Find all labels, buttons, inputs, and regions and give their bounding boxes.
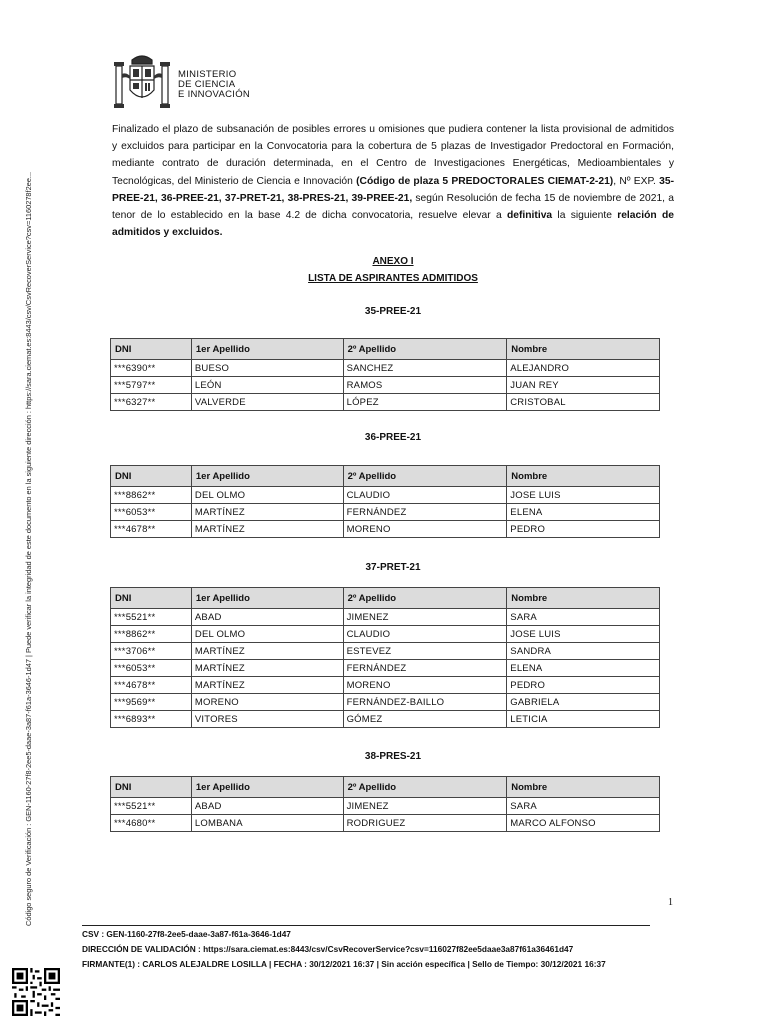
table-row [111,626,660,643]
column-header: DNI [111,588,192,609]
table-cell: SARA [507,609,660,626]
table-cell: ABAD [191,798,343,815]
footer-divider [82,925,650,926]
page-number: 1 [668,897,673,908]
table-row [111,394,660,411]
ministry-name-line1: MINISTERIO [178,69,237,80]
column-header: Nombre [507,588,660,609]
group-code: 35-PREE-21 [364,306,422,317]
table-header-row [111,777,660,798]
table-row [111,798,660,815]
table-cell: CRISTOBAL [507,394,660,411]
table-cell: JOSE LUIS [507,626,660,643]
table-cell: JOSE LUIS [507,487,660,504]
table-cell: ***5521** [111,798,192,815]
table-cell: DEL OLMO [191,626,343,643]
table-cell: GABRIELA [507,694,660,711]
table-cell: ELENA [507,660,660,677]
admitted-table [110,338,660,411]
table-cell: ***8862** [111,487,192,504]
group-code: 38-PRES-21 [364,751,422,762]
table-cell: MARTÍNEZ [191,660,343,677]
table-cell: ***4678** [111,677,192,694]
table-cell: ***4680** [111,815,192,832]
table-cell: SANDRA [507,643,660,660]
table-header-row [111,588,660,609]
group-code: 36-PREE-21 [364,432,422,443]
table-cell: ***6390** [111,360,192,377]
column-header: 1er Apellido [191,588,343,609]
table-cell: MARCO ALFONSO [507,815,660,832]
table-row [111,660,660,677]
table-cell: MORENO [343,521,507,538]
table-cell: ***6327** [111,394,192,411]
table-cell: ***5797** [111,377,192,394]
table-cell: ***6053** [111,660,192,677]
table-cell: ***4678** [111,521,192,538]
table-cell: LÓPEZ [343,394,507,411]
table-cell: DEL OLMO [191,487,343,504]
table-cell: MARTÍNEZ [191,677,343,694]
table-cell: CLAUDIO [343,487,507,504]
footer-validation-url: DIRECCIÓN DE VALIDACIÓN : https://sara.ciemat.es:8443/csv/CsvRecoverService?csv=116027f82ee5daae3a87f61a36461d47 [82,944,574,954]
table-row [111,360,660,377]
table-cell: LOMBANA [191,815,343,832]
table-cell: ***6893** [111,711,192,728]
table-row [111,643,660,660]
table-cell: SANCHEZ [343,360,507,377]
annex-subtitle: LISTA DE ASPIRANTES ADMITIDOS [308,273,478,284]
admitted-table [110,587,660,728]
table-cell: ALEJANDRO [507,360,660,377]
table-cell: ELENA [507,504,660,521]
table-cell: MORENO [191,694,343,711]
table-cell: PEDRO [507,677,660,694]
intro-paragraph: Finalizado el plazo de subsanación de posibles errores u omisiones que pudiera contener la lista provisional de admitidos y excluidos para participar en la Convocatoria para la cobertura de 5 plazas de Investigador Predoctoral en Formación, mediante contrato de duración determinada, en el Centro de Investigaciones Energéticas, Medioambientales y Tecnológicas, del Ministerio de Ciencia e Innovación (Código de plaza 5 PREDOCTORALES CIEMAT-2-21), Nº EXP. 35-PREE-21, 36-PREE-21, 37-PRET-21, 38-PRES-21, 39-PREE-21, según Resolución de fecha 15 de noviembre de 2021, a tenor de lo establecido en la base 4.2 de dicha convocatoria, resuelve elevar a definitiva la siguiente relación de admitidos y excluidos. [112,124,675,239]
column-header: 2º Apellido [343,339,507,360]
ministry-name-line2: DE CIENCIA [178,79,236,90]
table-cell: GÓMEZ [343,711,507,728]
table-cell: BUESO [191,360,343,377]
table-cell: ***6053** [111,504,192,521]
table-cell: JIMENEZ [343,798,507,815]
table-cell: MARTÍNEZ [191,521,343,538]
qr-code-icon [12,968,60,1016]
table-row [111,521,660,538]
table-row [111,487,660,504]
admitted-table [110,465,660,538]
column-header: 2º Apellido [343,466,507,487]
ministry-logo [112,52,272,112]
table-cell: ***8862** [111,626,192,643]
table-cell: FERNÁNDEZ-BAILLO [343,694,507,711]
table-cell: FERNÁNDEZ [343,504,507,521]
column-header: DNI [111,777,192,798]
column-header: 1er Apellido [191,777,343,798]
table-cell: FERNÁNDEZ [343,660,507,677]
table-cell: MORENO [343,677,507,694]
table-cell: ***3706** [111,643,192,660]
column-header: Nombre [507,777,660,798]
table-row [111,609,660,626]
table-cell: VALVERDE [191,394,343,411]
column-header: 2º Apellido [343,588,507,609]
table-cell: JUAN REY [507,377,660,394]
column-header: DNI [111,339,192,360]
table-cell: MARTÍNEZ [191,504,343,521]
table-cell: ABAD [191,609,343,626]
table-row [111,677,660,694]
footer-csv: CSV : GEN-1160-27f8-2ee5-daae-3a87-f61a-3646-1d47 [82,929,291,939]
footer-signer: FIRMANTE(1) : CARLOS ALEJALDRE LOSILLA | FECHA : 30/12/2021 16:37 | Sin acción específica | Sello de Tiempo: 30/12/2021 16:37 [82,959,606,969]
table-row [111,694,660,711]
column-header: Nombre [507,339,660,360]
table-row [111,815,660,832]
table-cell: JIMENEZ [343,609,507,626]
table-cell: RODRIGUEZ [343,815,507,832]
table-cell: PEDRO [507,521,660,538]
column-header: 1er Apellido [191,339,343,360]
column-header: 1er Apellido [191,466,343,487]
side-verification-text: Código seguro de Verificación : GEN-1160-27f8-2ee5-daae-3a87-f61a-3646-1d47 | Puede verificar la integridad de este documento en la siguiente dirección : https://sara.ciemat.es:8443/csv/CsvRecoverService?csv=1160278f2ee... [24,171,33,926]
coat-of-arms-icon [112,52,172,110]
table-header-row [111,466,660,487]
table-cell: RAMOS [343,377,507,394]
table-cell: ***5521** [111,609,192,626]
column-header: DNI [111,466,192,487]
table-cell: SARA [507,798,660,815]
table-cell: MARTÍNEZ [191,643,343,660]
table-cell: ESTEVEZ [343,643,507,660]
table-header-row [111,339,660,360]
annex-title: ANEXO I [372,256,414,267]
table-row [111,504,660,521]
admitted-table [110,776,660,832]
table-cell: CLAUDIO [343,626,507,643]
column-header: Nombre [507,466,660,487]
table-cell: LETICIA [507,711,660,728]
table-cell: LEÓN [191,377,343,394]
table-row [111,377,660,394]
column-header: 2º Apellido [343,777,507,798]
table-row [111,711,660,728]
ministry-name-line3: E INNOVACIÓN [178,89,251,100]
table-cell: VITORES [191,711,343,728]
group-code: 37-PRET-21 [365,562,421,573]
table-cell: ***9569** [111,694,192,711]
